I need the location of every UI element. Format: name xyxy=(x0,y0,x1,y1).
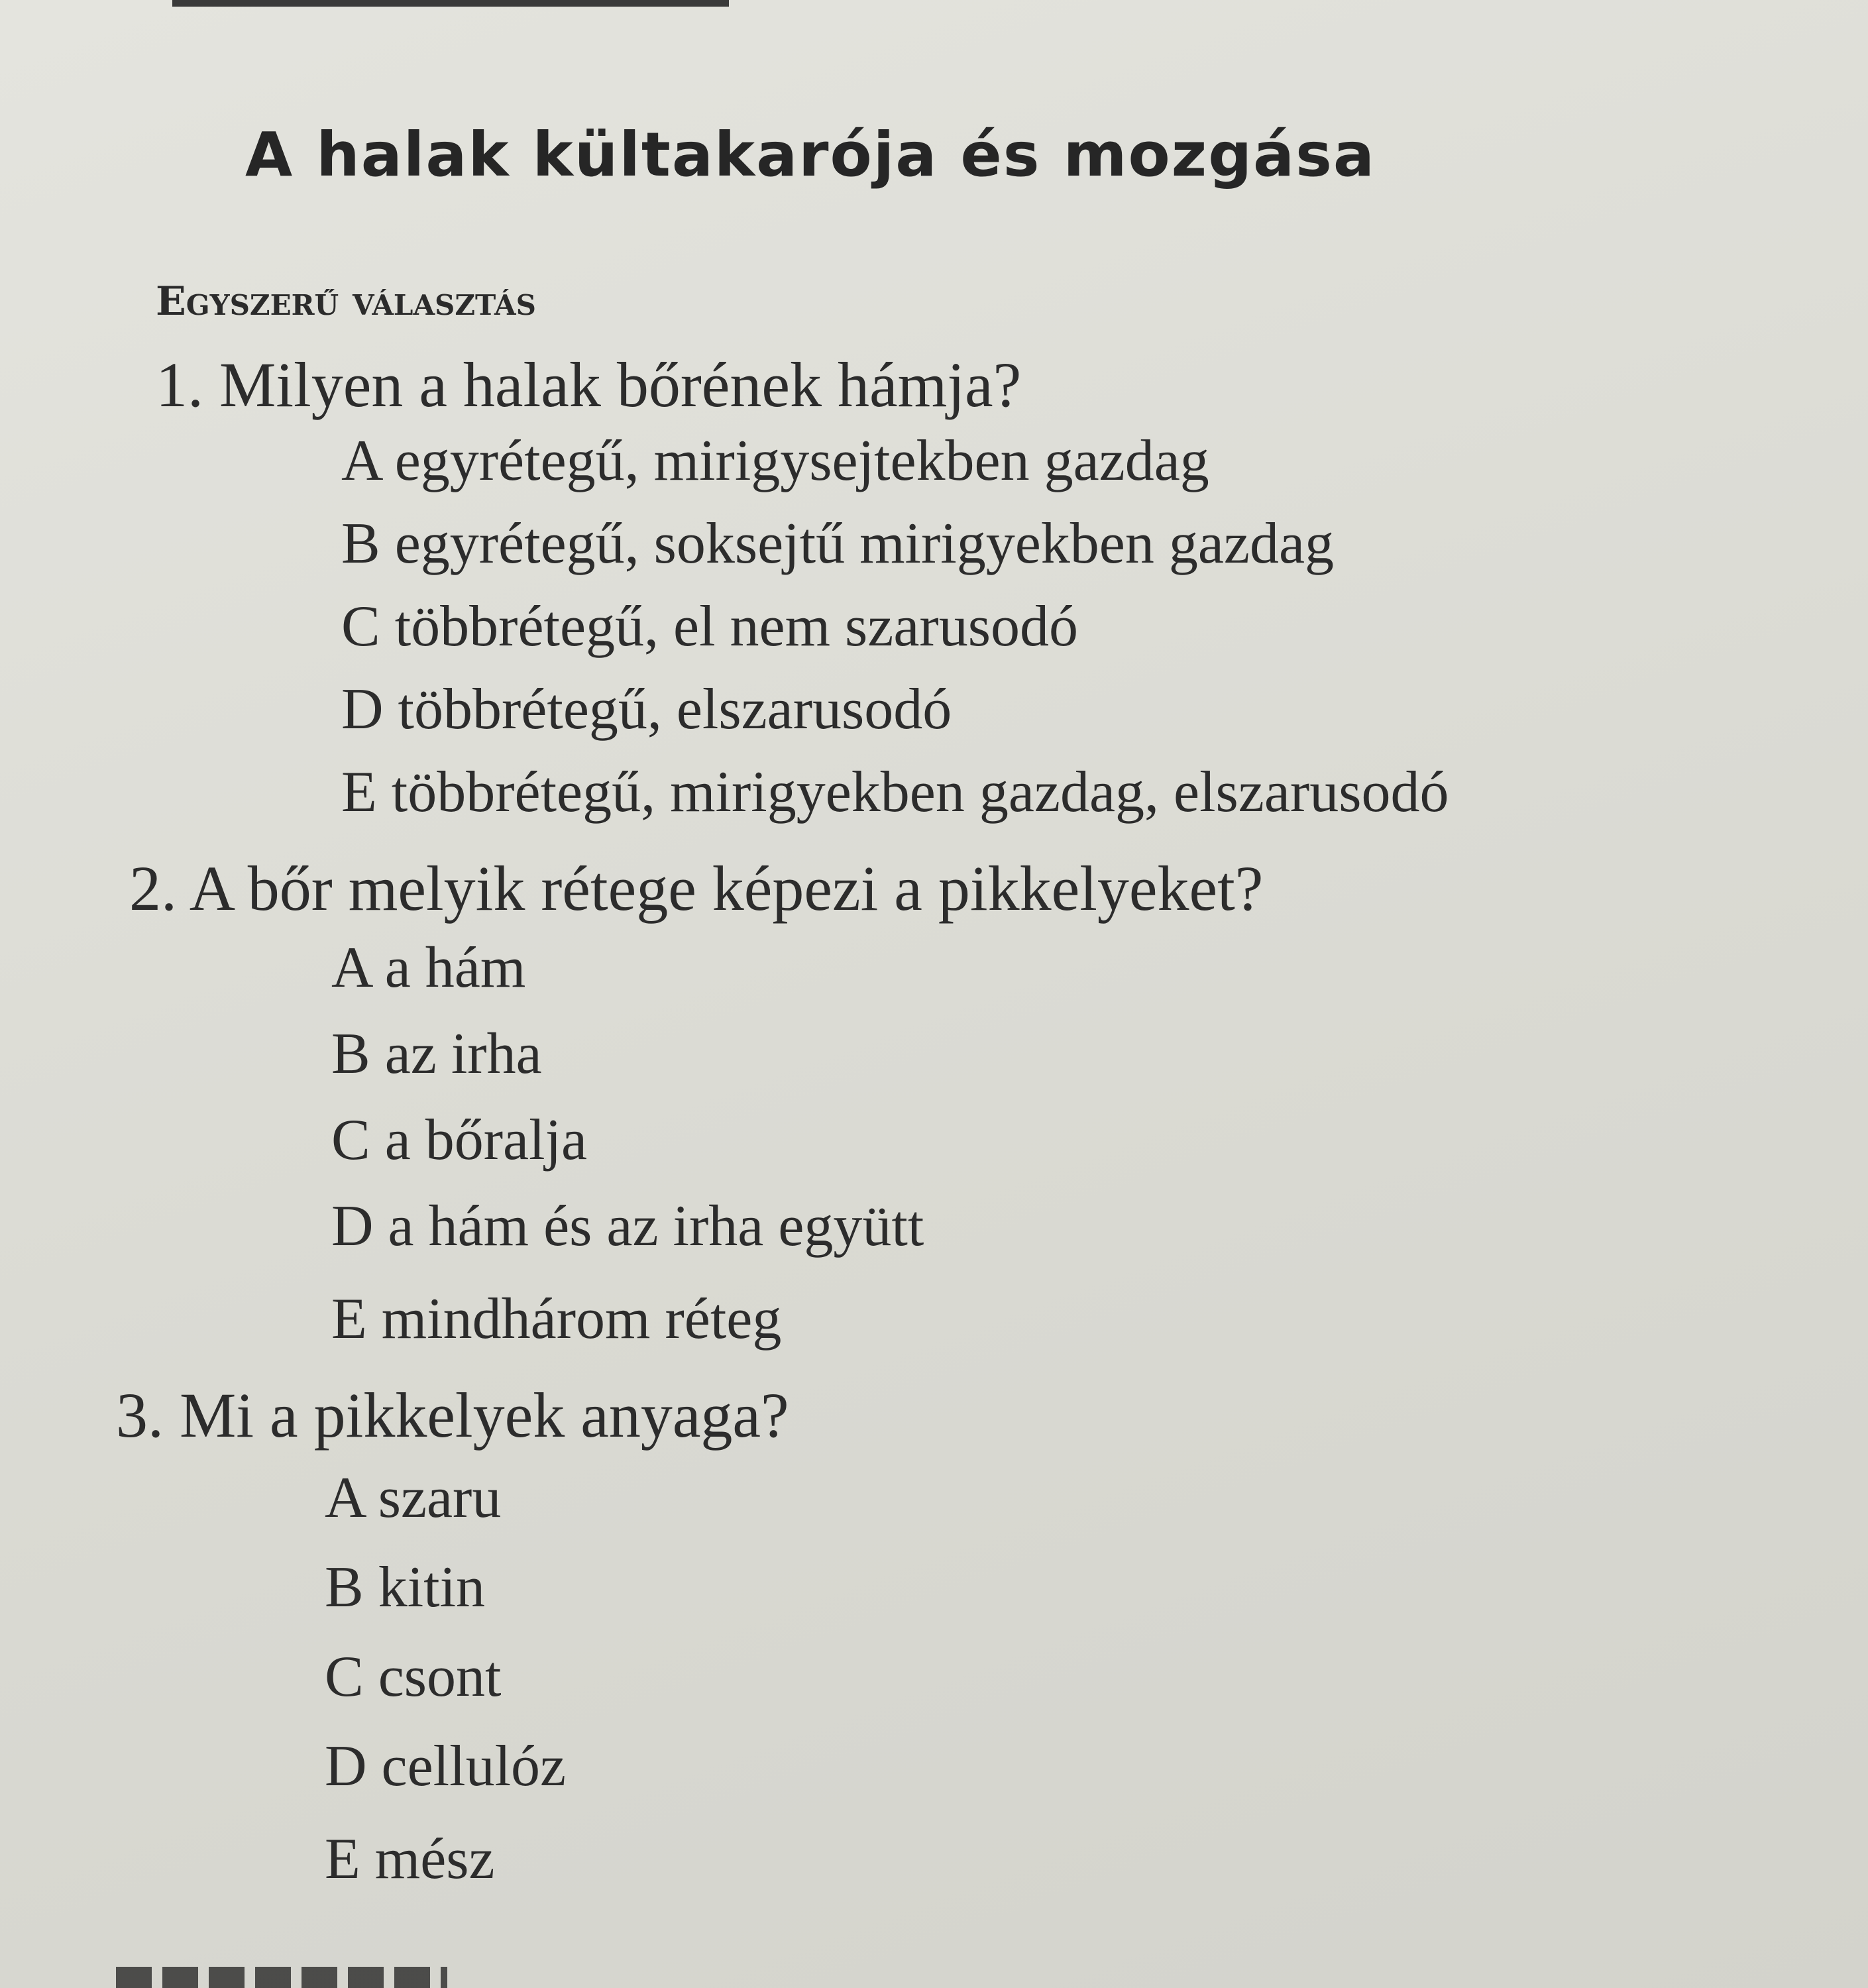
question-2: 2. A bőr melyik rétege képezi a pikkelyeket? xyxy=(129,853,1264,924)
question-1-option-e: E többrétegű, mirigyekben gazdag, elszarusodó xyxy=(341,760,1449,824)
question-2-option-b: B az irha xyxy=(331,1022,542,1086)
question-3-option-e: E mész xyxy=(325,1827,495,1891)
question-3-option-a: A szaru xyxy=(325,1466,502,1530)
question-1-option-a: A egyrétegű, mirigysejtekben gazdag xyxy=(341,429,1209,493)
section-heading: Egyszerű választás xyxy=(156,278,536,325)
question-2-option-a: A a hám xyxy=(331,936,526,1000)
page-title: A halak kültakarója és mozgása xyxy=(245,119,1376,190)
question-3-option-b: B kitin xyxy=(325,1555,486,1620)
question-1-option-c: C többrétegű, el nem szarusodó xyxy=(341,594,1078,659)
bottom-cutoff-text xyxy=(116,1967,447,1988)
question-1: 1. Milyen a halak bőrének hámja? xyxy=(156,349,1022,420)
question-1-option-d: D többrétegű, elszarusodó xyxy=(341,677,952,742)
question-3-option-d: D cellulóz xyxy=(325,1734,567,1798)
question-2-option-e: E mindhárom réteg xyxy=(331,1287,782,1351)
question-3: 3. Mi a pikkelyek anyaga? xyxy=(116,1380,789,1451)
question-1-option-b: B egyrétegű, soksejtű mirigyekben gazdag xyxy=(341,512,1335,576)
question-2-option-d: D a hám és az irha együtt xyxy=(331,1194,924,1258)
top-cutoff-text xyxy=(172,0,729,7)
question-2-option-c: C a bőralja xyxy=(331,1108,588,1172)
question-3-option-c: C csont xyxy=(325,1645,502,1709)
